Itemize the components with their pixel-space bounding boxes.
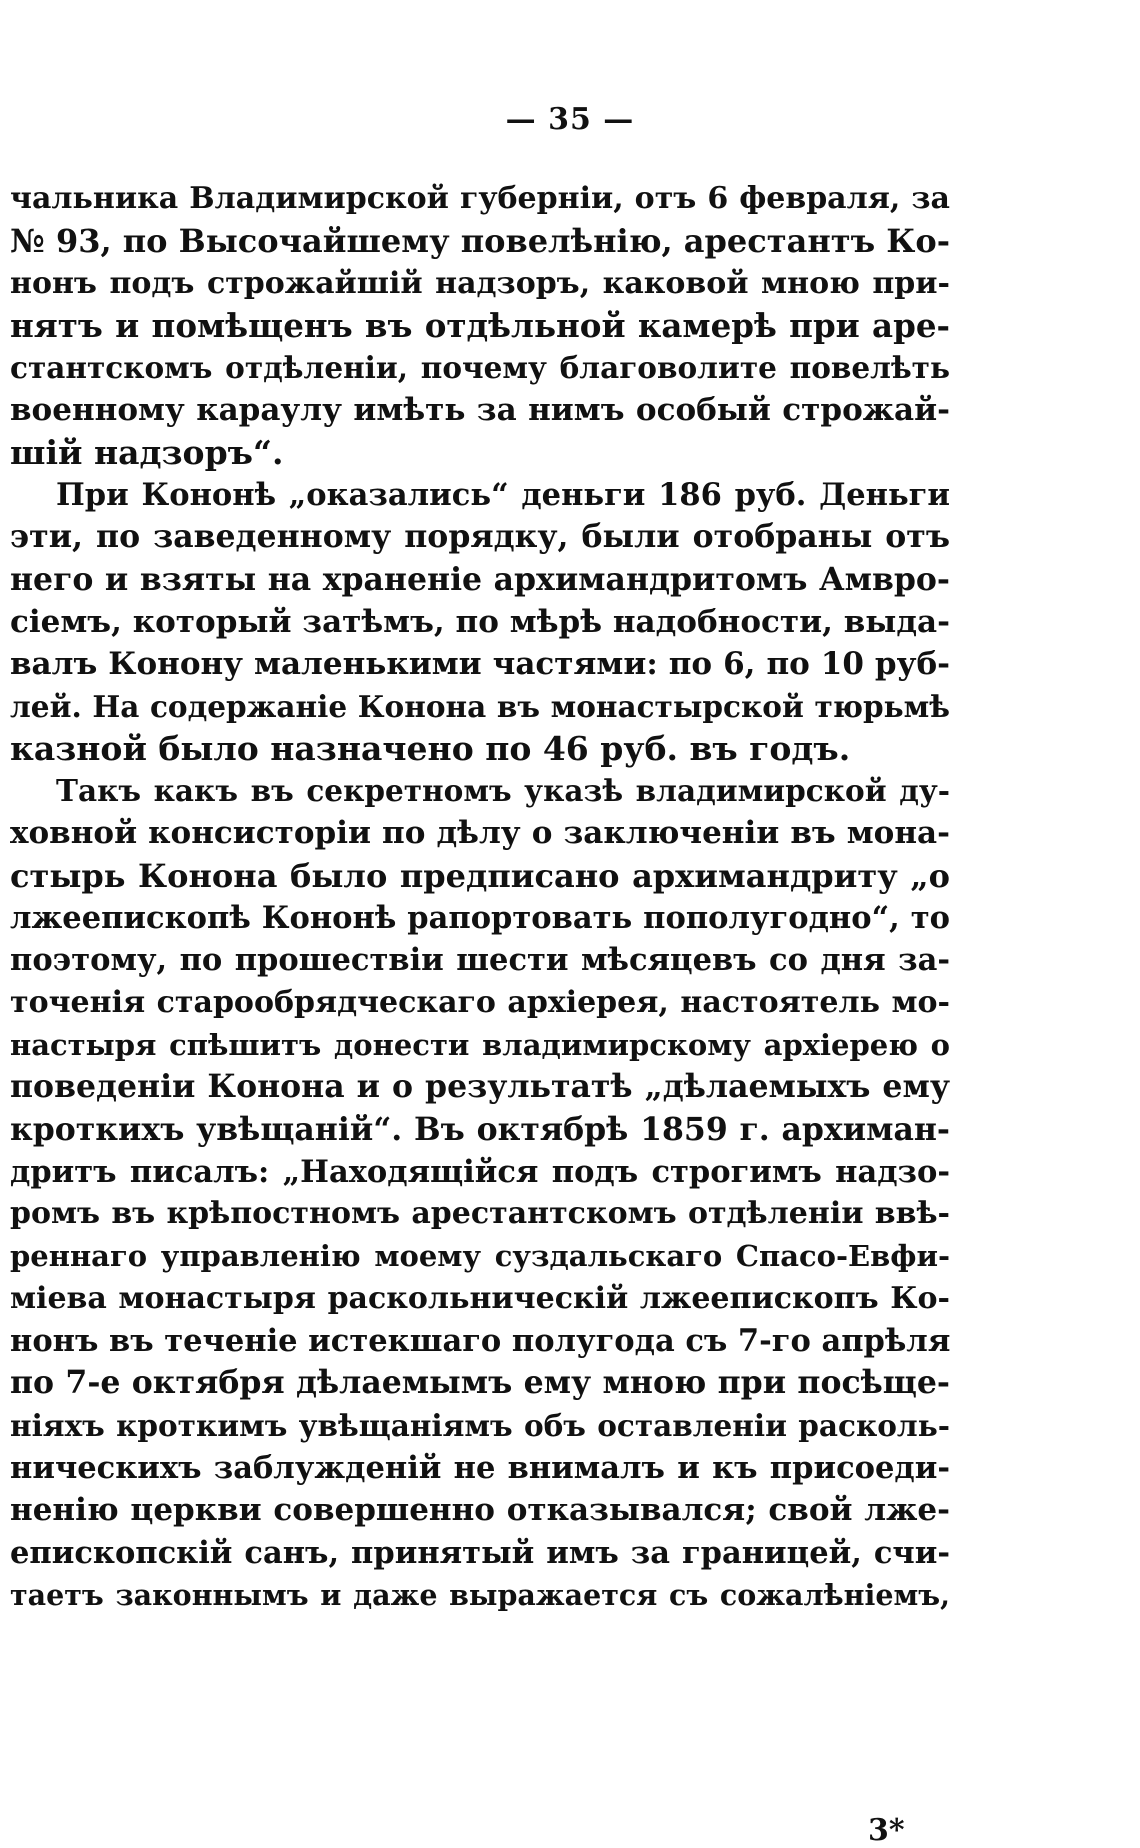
signature-mark: 3* (868, 1813, 905, 1848)
text-line: стырь Конона было предписано архимандриту „о (10, 856, 950, 895)
text-line: военному караулу имѣть за нимъ особый строжай- (10, 392, 950, 429)
text-line: лей. На содержаніе Конона въ монастырской тюрьмѣ (10, 688, 950, 724)
text-line: ненію церкви совершенно отказывался; свой лже- (10, 1492, 950, 1529)
text-line: нятъ и помѣщенъ въ отдѣльной камерѣ при аре- (10, 305, 950, 345)
text-line: епископскій санъ, принятый имъ за границей, счи- (10, 1534, 950, 1571)
text-line: ховной консисторіи по дѣлу о заключеніи въ мона- (10, 815, 950, 852)
page-number: — 35 — (505, 102, 635, 137)
text-line: казной было назначено по 46 руб. въ годъ. (10, 728, 851, 768)
text-line: по 7-е октября дѣлаемымъ ему мною при посѣще- (10, 1364, 950, 1402)
text-line: ніяхъ кроткимъ увѣщаніямъ объ оставленіи расколь- (10, 1407, 950, 1443)
text-line: Такъ какъ въ секретномъ указѣ владимирской ду- (56, 773, 950, 809)
text-line: реннаго управленію моему суздальскаго Спасо-Евфи- (10, 1239, 950, 1274)
text-line: нонъ въ теченіе истекшаго полугода съ 7-го апрѣля (10, 1323, 951, 1360)
text-line: точенія старообрядческаго архіерея, настоятель мо- (10, 984, 950, 1020)
text-line: лжеепископѣ Кононѣ рапортовать пополугодно“, то (10, 900, 950, 937)
text-line: стантскомъ отдѣленіи, почему благоволите повелѣть (10, 350, 950, 386)
text-line: № 93, по Высочайшему повелѣнію, арестантъ Ко- (10, 222, 950, 261)
text-line: шій надзоръ“. (10, 432, 284, 472)
text-line: При Кононѣ „оказались“ деньги 186 руб. Деньги (56, 477, 950, 514)
body-text (10, 178, 950, 1616)
text-line: чальника Владимирской губерніи, отъ 6 февраля, за (10, 181, 950, 216)
text-line: эти, по заведенному порядку, были отобраны отъ (10, 518, 950, 556)
text-line: міева монастыря раскольническій лжеепископъ Ко- (10, 1280, 950, 1316)
text-line: него и взяты на храненіе архимандритомъ Амвро- (10, 560, 950, 598)
text-line: поведеніи Конона и о результатѣ „дѣлаемыхъ ему (10, 1068, 950, 1106)
text-line: таетъ законнымъ и даже выражается съ сожалѣніемъ, (10, 1577, 950, 1612)
text-line: валъ Конону маленькими частями: по 6, по 10 руб- (10, 646, 950, 683)
text-line: ромъ въ крѣпостномъ арестантскомъ отдѣленіи ввѣ- (10, 1196, 950, 1232)
text-line: кроткихъ увѣщаній“. Въ октябрѣ 1859 г. архиман- (10, 1110, 950, 1148)
text-line: настыря спѣшитъ донести владимирскому архіерею о (10, 1027, 950, 1062)
text-line: нонъ подъ строжайшій надзоръ, каковой мною при- (10, 265, 950, 301)
text-line: поэтому, по прошествіи шести мѣсяцевъ со дня за- (10, 942, 950, 979)
text-line: сіемъ, который затѣмъ, по мѣрѣ надобности, выда- (10, 603, 950, 640)
text-line: дритъ писалъ: „Находящійся подъ строгимъ надзо- (10, 1153, 950, 1190)
text-line: ническихъ заблужденій не внималъ и къ присоеди- (10, 1449, 950, 1486)
